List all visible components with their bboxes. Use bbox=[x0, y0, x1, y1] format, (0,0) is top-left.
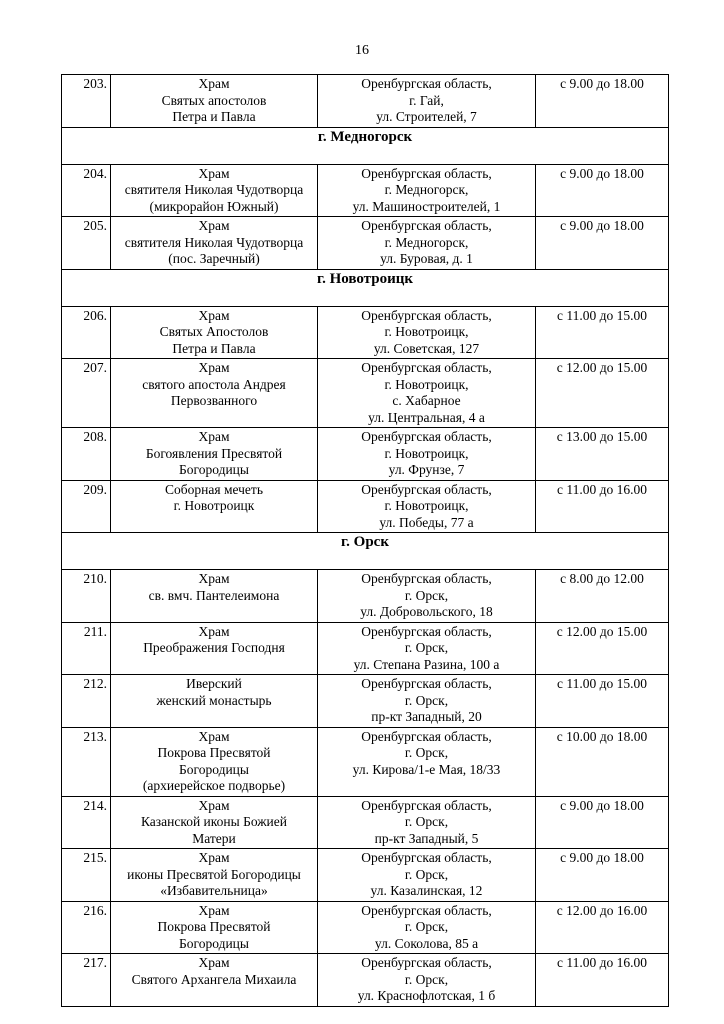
place-name-line: иконы Пресвятой Богородицы bbox=[127, 866, 301, 882]
place-name-line: Храм bbox=[198, 728, 230, 744]
address-line: Оренбургская область, bbox=[361, 429, 492, 444]
place-name-cell bbox=[111, 164, 318, 217]
place-name-line: Святого Архангела Михаила bbox=[131, 971, 297, 987]
address-line: ул. Добровольского, 18 bbox=[360, 604, 493, 619]
address-line: г. Медногорск, bbox=[384, 234, 469, 250]
address-cell bbox=[318, 901, 536, 954]
entry-number: 203. bbox=[62, 75, 111, 128]
address-line: Оренбургская область, bbox=[361, 360, 492, 375]
address-line: Оренбургская область, bbox=[361, 481, 492, 497]
opening-hours: с 11.00 до 16.00 bbox=[536, 480, 669, 533]
place-name-cell bbox=[111, 75, 318, 128]
entry-number: 214. bbox=[62, 796, 111, 849]
place-name-cell bbox=[111, 359, 318, 428]
section-row bbox=[62, 127, 669, 164]
entry-number: 213. bbox=[62, 727, 111, 796]
place-name-line: Храм bbox=[198, 218, 230, 233]
entry-number: 205. bbox=[62, 217, 111, 270]
table-row bbox=[62, 75, 669, 128]
page-number: 16 bbox=[355, 43, 369, 58]
address-cell bbox=[318, 570, 536, 623]
place-name-line: Иверский bbox=[186, 676, 242, 691]
place-name-cell bbox=[111, 217, 318, 270]
address-line: Оренбургская область, bbox=[361, 76, 492, 91]
address-line: г. Орск, bbox=[404, 587, 449, 603]
opening-hours: с 11.00 до 16.00 bbox=[536, 954, 669, 1007]
place-name-line: Храм bbox=[198, 571, 230, 586]
address-cell bbox=[318, 849, 536, 902]
address-line: ул. Степана Разина, 100 а bbox=[353, 656, 500, 672]
place-name-line: Храм bbox=[198, 360, 230, 375]
entry-number: 209. bbox=[62, 480, 111, 533]
section-heading: г. Медногорск bbox=[62, 127, 669, 164]
place-name-line: Храм bbox=[198, 902, 230, 918]
address-line: ул. Кирова/1-е Мая, 18/33 bbox=[352, 761, 501, 777]
opening-hours: с 9.00 до 18.00 bbox=[536, 217, 669, 270]
place-name-cell bbox=[111, 954, 318, 1007]
place-name-line: Храм bbox=[198, 955, 230, 970]
address-line: г. Орск, bbox=[404, 971, 449, 987]
address-line: г. Новотроицк, bbox=[384, 445, 469, 461]
place-name-line: (пос. Заречный) bbox=[168, 251, 260, 266]
address-line: Оренбургская область, bbox=[361, 728, 492, 744]
place-name-cell bbox=[111, 306, 318, 359]
opening-hours: с 12.00 до 15.00 bbox=[536, 622, 669, 675]
opening-hours: с 12.00 до 16.00 bbox=[536, 901, 669, 954]
entry-number: 212. bbox=[62, 675, 111, 728]
place-name-line: Храм bbox=[198, 307, 230, 323]
address-cell bbox=[318, 75, 536, 128]
address-line: г. Медногорск, bbox=[384, 182, 469, 197]
place-name-line: святителя Николая Чудотворца bbox=[124, 234, 304, 250]
address-cell bbox=[318, 727, 536, 796]
entry-number: 216. bbox=[62, 901, 111, 954]
entry-number: 208. bbox=[62, 428, 111, 481]
opening-hours: с 11.00 до 15.00 bbox=[536, 306, 669, 359]
address-cell bbox=[318, 217, 536, 270]
address-line: г. Орск, bbox=[404, 692, 449, 708]
address-line: г. Орск, bbox=[404, 640, 449, 655]
place-name-line: Храм bbox=[198, 850, 230, 865]
address-cell bbox=[318, 954, 536, 1007]
place-name-line: святого апостола Андрея bbox=[142, 376, 286, 392]
address-line: ул. Буровая, д. 1 bbox=[380, 251, 473, 266]
entry-number: 211. bbox=[62, 622, 111, 675]
place-name-line: Первозванного bbox=[170, 393, 258, 408]
place-name-line: «Избавительница» bbox=[160, 883, 268, 898]
entry-number: 206. bbox=[62, 306, 111, 359]
address-line: ул. Фрунзе, 7 bbox=[388, 462, 465, 477]
address-line: г. Гай, bbox=[409, 92, 444, 108]
table-body bbox=[62, 75, 669, 1007]
opening-hours: с 9.00 до 18.00 bbox=[536, 796, 669, 849]
table-row bbox=[62, 675, 669, 728]
table-row bbox=[62, 217, 669, 270]
address-cell bbox=[318, 306, 536, 359]
table-row bbox=[62, 901, 669, 954]
place-name-cell bbox=[111, 622, 318, 675]
address-line: ул. Казалинская, 12 bbox=[370, 883, 483, 898]
table-row bbox=[62, 849, 669, 902]
table-row bbox=[62, 570, 669, 623]
address-line: ул. Машиностроителей, 1 bbox=[352, 198, 501, 214]
place-name-cell bbox=[111, 849, 318, 902]
address-line: ул. Победы, 77 а bbox=[379, 514, 474, 530]
entry-number: 215. bbox=[62, 849, 111, 902]
address-cell bbox=[318, 796, 536, 849]
address-line: Оренбургская область, bbox=[361, 218, 492, 233]
address-line: пр-кт Западный, 20 bbox=[371, 709, 482, 724]
table-row bbox=[62, 727, 669, 796]
place-name-line: Храм bbox=[198, 429, 230, 444]
opening-hours: с 8.00 до 12.00 bbox=[536, 570, 669, 623]
address-line: Оренбургская область, bbox=[361, 623, 492, 639]
address-cell bbox=[318, 480, 536, 533]
section-row bbox=[62, 533, 669, 570]
place-name-cell bbox=[111, 796, 318, 849]
opening-hours: с 13.00 до 15.00 bbox=[536, 428, 669, 481]
address-line: ул. Соколова, 85 а bbox=[374, 935, 479, 951]
address-line: пр-кт Западный, 5 bbox=[374, 830, 479, 846]
place-name-line: Преображения Господня bbox=[143, 640, 285, 655]
address-line: ул. Центральная, 4 а bbox=[368, 409, 485, 425]
entry-number: 217. bbox=[62, 954, 111, 1007]
address-line: с. Хабарное bbox=[392, 393, 461, 408]
place-name-line: г. Новотроицк bbox=[173, 498, 255, 513]
address-line: ул. Краснофлотская, 1 б bbox=[357, 988, 496, 1003]
address-line: г. Орск, bbox=[404, 919, 449, 934]
opening-hours: с 9.00 до 18.00 bbox=[536, 75, 669, 128]
address-line: Оренбургская область, bbox=[361, 571, 492, 586]
address-line: Оренбургская область, bbox=[361, 955, 492, 970]
address-line: Оренбургская область, bbox=[361, 676, 492, 691]
place-name-line: Богоявления Пресвятой bbox=[145, 445, 283, 461]
place-name-line: Петра и Павла bbox=[172, 340, 256, 356]
place-name-line: Матери bbox=[192, 830, 236, 846]
table-row bbox=[62, 796, 669, 849]
address-line: Оренбургская область, bbox=[361, 797, 492, 813]
place-name-line: женский монастырь bbox=[156, 692, 272, 708]
address-line: Оренбургская область, bbox=[361, 165, 492, 181]
address-line: ул. Советская, 127 bbox=[373, 340, 480, 356]
address-cell bbox=[318, 675, 536, 728]
opening-hours: с 9.00 до 18.00 bbox=[536, 849, 669, 902]
address-cell bbox=[318, 428, 536, 481]
table-row bbox=[62, 428, 669, 481]
place-name-line: святителя Николая Чудотворца bbox=[124, 182, 304, 197]
place-name-cell bbox=[111, 428, 318, 481]
section-row bbox=[62, 269, 669, 306]
place-name-cell bbox=[111, 727, 318, 796]
table-row bbox=[62, 306, 669, 359]
place-name-line: Храм bbox=[198, 165, 230, 181]
places-table bbox=[61, 74, 669, 1007]
address-cell bbox=[318, 164, 536, 217]
address-line: г. Орск, bbox=[404, 866, 449, 882]
opening-hours: с 12.00 до 15.00 bbox=[536, 359, 669, 428]
place-name-line: Богородицы bbox=[179, 462, 249, 477]
entry-number: 207. bbox=[62, 359, 111, 428]
place-name-line: (микрорайон Южный) bbox=[149, 198, 279, 214]
section-heading: г. Новотроицк bbox=[62, 269, 669, 306]
address-line: г. Орск, bbox=[404, 814, 449, 829]
address-line: Оренбургская область, bbox=[361, 902, 492, 918]
place-name-line: Храм bbox=[198, 797, 230, 813]
place-name-line: Казанской иконы Божией bbox=[140, 814, 288, 829]
address-cell bbox=[318, 622, 536, 675]
opening-hours: с 9.00 до 18.00 bbox=[536, 164, 669, 217]
table-row bbox=[62, 954, 669, 1007]
place-name-cell bbox=[111, 675, 318, 728]
section-heading: г. Орск bbox=[62, 533, 669, 570]
place-name-cell bbox=[111, 901, 318, 954]
address-line: г. Новотроицк, bbox=[384, 376, 469, 392]
opening-hours: с 11.00 до 15.00 bbox=[536, 675, 669, 728]
table-row bbox=[62, 164, 669, 217]
place-name-line: Покрова Пресвятой bbox=[157, 919, 271, 934]
address-line: г. Орск, bbox=[404, 745, 449, 760]
opening-hours: с 10.00 до 18.00 bbox=[536, 727, 669, 796]
place-name-cell bbox=[111, 480, 318, 533]
place-name-line: Покрова Пресвятой bbox=[157, 745, 271, 760]
address-line: Оренбургская область, bbox=[361, 307, 492, 323]
place-name-line: Богородицы bbox=[179, 935, 249, 951]
place-name-line: (архиерейское подворье) bbox=[142, 778, 286, 793]
place-name-line: Храм bbox=[198, 76, 230, 91]
entry-number: 210. bbox=[62, 570, 111, 623]
place-name-line: Богородицы bbox=[179, 761, 249, 777]
address-line: г. Новотроицк, bbox=[384, 498, 469, 513]
place-name-line: Святых Апостолов bbox=[159, 324, 269, 339]
place-name-line: Храм bbox=[198, 623, 230, 639]
address-line: г. Новотроицк, bbox=[384, 324, 469, 339]
table-row bbox=[62, 622, 669, 675]
place-name-line: Соборная мечеть bbox=[165, 481, 263, 497]
address-cell bbox=[318, 359, 536, 428]
address-line: ул. Строителей, 7 bbox=[376, 109, 477, 124]
place-name-line: Святых апостолов bbox=[161, 92, 267, 108]
place-name-line: св. вмч. Пантелеимона bbox=[148, 587, 280, 603]
place-name-line: Петра и Павла bbox=[172, 109, 256, 124]
address-line: Оренбургская область, bbox=[361, 850, 492, 865]
place-name-cell bbox=[111, 570, 318, 623]
table-row bbox=[62, 359, 669, 428]
entry-number: 204. bbox=[62, 164, 111, 217]
table-row bbox=[62, 480, 669, 533]
